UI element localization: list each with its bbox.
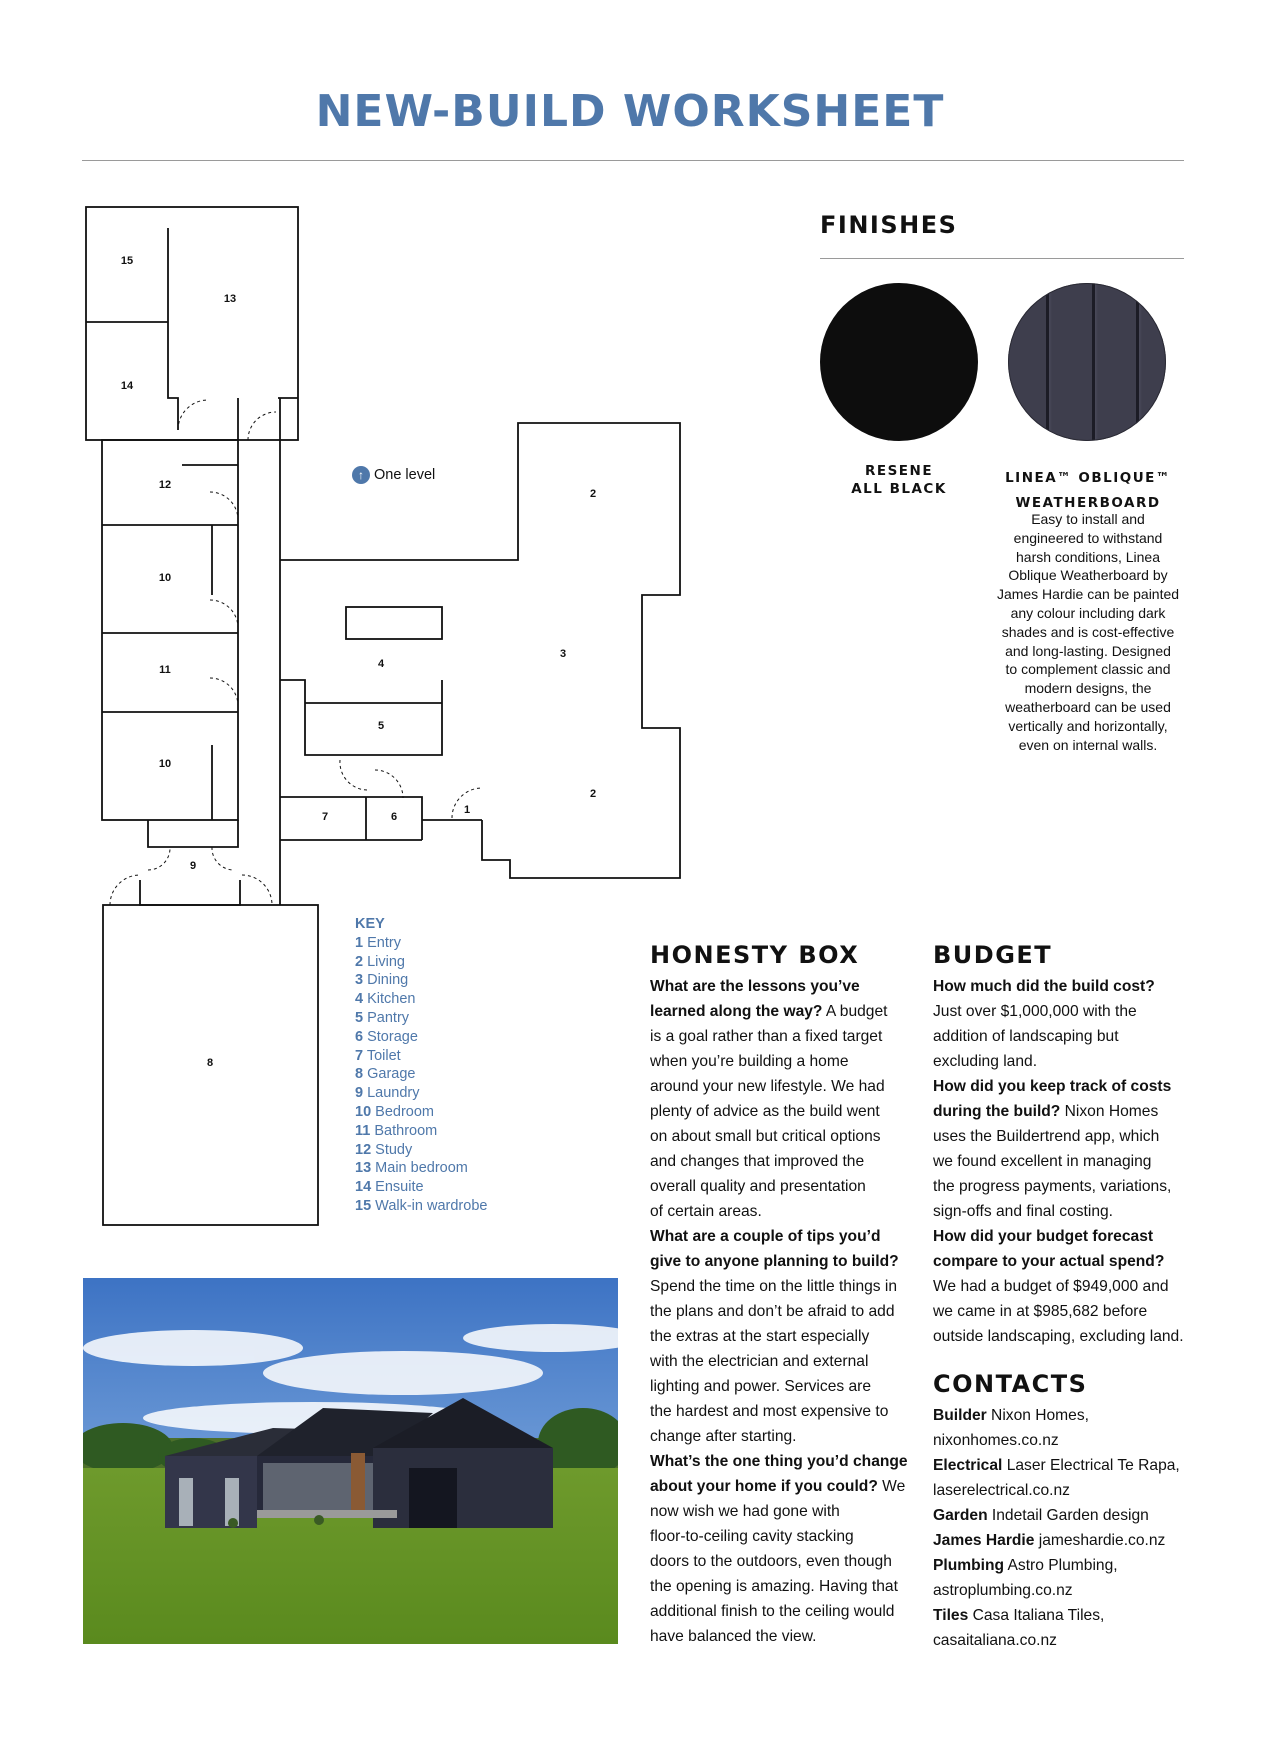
floor-plan bbox=[0, 180, 700, 1240]
text-line bbox=[933, 1224, 1193, 1249]
room-label: 6 bbox=[390, 811, 398, 823]
key-item-name: Bathroom bbox=[374, 1122, 438, 1139]
honesty-box-text bbox=[650, 974, 930, 1649]
answer-text: the extras at the start especially bbox=[650, 1328, 870, 1345]
question-text: about your home if you could? bbox=[650, 1478, 878, 1495]
key-item-number: 13 bbox=[355, 1160, 372, 1177]
answer-text: when you’re building a home bbox=[650, 1053, 849, 1070]
description-line: to complement classic and bbox=[1005, 661, 1171, 678]
answer-text: laserelectrical.co.nz bbox=[933, 1482, 1070, 1499]
text-line bbox=[933, 1528, 1193, 1553]
text-line bbox=[933, 1403, 1193, 1428]
text-line bbox=[650, 1149, 930, 1174]
answer-text: Spend the time on the little things in bbox=[650, 1278, 898, 1295]
key-item-name: Pantry bbox=[367, 1009, 410, 1026]
key-item-name: Entry bbox=[367, 934, 401, 951]
text-line bbox=[650, 1074, 930, 1099]
key-item-number: 2 bbox=[355, 953, 364, 970]
answer-text: We had a budget of $949,000 and bbox=[933, 1278, 1169, 1295]
answer-text: on about small but critical options bbox=[650, 1128, 881, 1145]
room-label: 10 bbox=[158, 758, 172, 770]
room-label: 14 bbox=[120, 380, 134, 392]
key-item bbox=[355, 934, 487, 953]
key-item-number: 8 bbox=[355, 1066, 364, 1083]
answer-text: the progress payments, variations, bbox=[933, 1178, 1172, 1195]
swatch-label-line: ALL BLACK bbox=[851, 481, 947, 497]
plan-door-swing bbox=[110, 875, 140, 905]
page-title: NEW-BUILD WORKSHEET bbox=[315, 86, 945, 137]
answer-text: Indetail Garden design bbox=[987, 1507, 1149, 1524]
text-line bbox=[650, 1474, 930, 1499]
key-item bbox=[355, 1065, 487, 1084]
key-item-name: Main bedroom bbox=[375, 1160, 468, 1177]
text-line bbox=[650, 1424, 930, 1449]
key-item-number: 7 bbox=[355, 1047, 364, 1064]
text-line bbox=[933, 1099, 1193, 1124]
text-line bbox=[650, 974, 930, 999]
key-item-name: Toilet bbox=[366, 1047, 401, 1064]
description-line: Oblique Weatherboard by bbox=[1008, 567, 1168, 584]
text-line bbox=[933, 1024, 1193, 1049]
answer-text: astroplumbing.co.nz bbox=[933, 1582, 1073, 1599]
text-line bbox=[650, 1024, 930, 1049]
room-label: 7 bbox=[321, 811, 329, 823]
question-text: How did your budget forecast bbox=[933, 1228, 1154, 1245]
answer-text: nixonhomes.co.nz bbox=[933, 1432, 1059, 1449]
text-line bbox=[933, 1603, 1193, 1628]
plan-door-swing bbox=[375, 770, 403, 798]
floor-plan-key bbox=[355, 915, 487, 1216]
swatch-label-line: WEATHERBOARD bbox=[1015, 495, 1161, 511]
answer-text: Just over $1,000,000 with the bbox=[933, 1003, 1137, 1020]
description-line: any colour including dark bbox=[1010, 604, 1166, 621]
key-item-name: Garage bbox=[367, 1066, 416, 1083]
text-line bbox=[650, 1124, 930, 1149]
plan-door-swing bbox=[340, 760, 370, 790]
answer-text: outside landscaping, excluding land. bbox=[933, 1328, 1184, 1345]
key-item-number: 12 bbox=[355, 1141, 372, 1158]
text-line bbox=[933, 1124, 1193, 1149]
question-text: give to anyone planning to build? bbox=[650, 1253, 899, 1270]
answer-text: additional finish to the ceiling would bbox=[650, 1603, 895, 1620]
text-line bbox=[933, 1049, 1193, 1074]
answer-text: lighting and power. Services are bbox=[650, 1378, 872, 1395]
swatch-label-resene bbox=[820, 462, 978, 498]
key-item bbox=[355, 1103, 487, 1122]
description-line: even on internal walls. bbox=[1018, 736, 1158, 753]
text-line bbox=[933, 1174, 1193, 1199]
key-item-name: Study bbox=[375, 1141, 413, 1158]
answer-text: Nixon Homes, bbox=[986, 1407, 1089, 1424]
finishes-heading: FINISHES bbox=[820, 211, 958, 239]
text-line bbox=[933, 1428, 1193, 1453]
text-line bbox=[650, 1524, 930, 1549]
description-line: harsh conditions, Linea bbox=[1016, 548, 1160, 565]
text-line bbox=[933, 1503, 1193, 1528]
text-line bbox=[650, 1549, 930, 1574]
key-item-number: 14 bbox=[355, 1179, 372, 1196]
answer-text: around your new lifestyle. We had bbox=[650, 1078, 885, 1095]
plan-door-swing bbox=[148, 847, 170, 870]
room-label: 15 bbox=[120, 255, 134, 267]
room-label: 12 bbox=[158, 479, 172, 491]
key-item bbox=[355, 1197, 487, 1216]
answer-text: of certain areas. bbox=[650, 1203, 762, 1220]
answer-text: change after starting. bbox=[650, 1428, 797, 1445]
key-item-number: 11 bbox=[355, 1122, 371, 1139]
text-line bbox=[650, 1324, 930, 1349]
plan-wall bbox=[140, 880, 240, 905]
text-line bbox=[933, 1249, 1193, 1274]
question-text: What’s the one thing you’d change bbox=[650, 1453, 908, 1470]
text-line bbox=[650, 1249, 930, 1274]
arrow-up-icon: ↑ bbox=[352, 466, 370, 484]
answer-text: the hardest and most expensive to bbox=[650, 1403, 889, 1420]
description-line: engineered to withstand bbox=[1013, 529, 1163, 546]
key-item bbox=[355, 1047, 487, 1066]
plan-island bbox=[346, 607, 442, 639]
key-item bbox=[355, 1009, 487, 1028]
honesty-box-heading: HONESTY BOX bbox=[650, 941, 860, 969]
plan-door-swing bbox=[242, 875, 272, 905]
text-line bbox=[650, 1449, 930, 1474]
text-line bbox=[933, 1628, 1193, 1653]
question-text: Plumbing bbox=[933, 1557, 1005, 1574]
plan-door-swing bbox=[212, 847, 234, 870]
swatch-label-line: RESENE bbox=[864, 463, 934, 479]
answer-text: floor-to-ceiling cavity stacking bbox=[650, 1528, 854, 1545]
linea-description bbox=[978, 510, 1198, 754]
question-text: How much did the build cost? bbox=[933, 978, 1155, 995]
description-line: James Hardie can be painted bbox=[996, 586, 1180, 603]
text-line bbox=[650, 1174, 930, 1199]
plan-door-swing bbox=[210, 678, 238, 706]
contacts-heading: CONTACTS bbox=[933, 1370, 1088, 1398]
question-text: Electrical bbox=[933, 1457, 1003, 1474]
question-text: learned along the way? bbox=[650, 1003, 823, 1020]
answer-text: the plans and don’t be afraid to add bbox=[650, 1303, 895, 1320]
answer-text: excluding land. bbox=[933, 1053, 1038, 1070]
answer-text: uses the Buildertrend app, which bbox=[933, 1128, 1160, 1145]
key-item bbox=[355, 953, 487, 972]
budget-text bbox=[933, 974, 1193, 1349]
answer-text: plenty of advice as the build went bbox=[650, 1103, 880, 1120]
answer-text: and changes that improved the bbox=[650, 1153, 865, 1170]
answer-text: sign-offs and final costing. bbox=[933, 1203, 1114, 1220]
swatch-resene-all-black bbox=[820, 283, 978, 441]
key-item bbox=[355, 971, 487, 990]
swatch-linea-weatherboard bbox=[1008, 283, 1166, 441]
text-line bbox=[933, 1274, 1193, 1299]
text-line bbox=[933, 999, 1193, 1024]
plan-wall bbox=[86, 207, 298, 440]
room-label: 13 bbox=[223, 293, 237, 305]
text-line bbox=[650, 1499, 930, 1524]
question-text: Builder bbox=[933, 1407, 987, 1424]
text-line bbox=[650, 1299, 930, 1324]
key-item bbox=[355, 1084, 487, 1103]
question-text: Garden bbox=[933, 1507, 988, 1524]
text-line bbox=[650, 1099, 930, 1124]
plan-door-swing bbox=[178, 400, 208, 430]
room-label: 1 bbox=[463, 804, 471, 816]
text-line bbox=[650, 1349, 930, 1374]
description-line: shades and is cost-effective bbox=[1001, 623, 1175, 640]
key-item-number: 15 bbox=[355, 1197, 372, 1214]
key-item-name: Bedroom bbox=[375, 1103, 435, 1120]
answer-text: Casa Italiana Tiles, bbox=[968, 1607, 1105, 1624]
answer-text: we found excellent in managing bbox=[933, 1153, 1152, 1170]
answer-text: Astro Plumbing, bbox=[1004, 1557, 1118, 1574]
text-line bbox=[933, 1074, 1193, 1099]
text-line bbox=[933, 1578, 1193, 1603]
answer-text: addition of landscaping but bbox=[933, 1028, 1119, 1045]
key-item bbox=[355, 1141, 487, 1160]
plan-door-swing bbox=[248, 412, 276, 440]
question-text: compare to your actual spend? bbox=[933, 1253, 1165, 1270]
room-label: 3 bbox=[559, 648, 567, 660]
one-level-label: One level bbox=[374, 466, 436, 483]
text-line bbox=[650, 1599, 930, 1624]
room-label: 2 bbox=[589, 488, 597, 500]
key-item bbox=[355, 1178, 487, 1197]
answer-text: overall quality and presentation bbox=[650, 1178, 866, 1195]
plan-wall bbox=[168, 228, 178, 430]
text-line bbox=[933, 1553, 1193, 1578]
answer-text: A budget bbox=[822, 1003, 888, 1020]
key-heading: KEY bbox=[355, 916, 385, 932]
text-line bbox=[650, 999, 930, 1024]
key-item-name: Storage bbox=[367, 1028, 418, 1045]
answer-text: jameshardie.co.nz bbox=[1034, 1532, 1166, 1549]
key-item-name: Walk-in wardrobe bbox=[375, 1197, 488, 1214]
room-label: 4 bbox=[377, 658, 385, 670]
title-divider bbox=[82, 160, 1184, 161]
key-item bbox=[355, 1159, 487, 1178]
key-item-name: Laundry bbox=[367, 1085, 420, 1102]
text-line bbox=[933, 974, 1193, 999]
answer-text: We bbox=[877, 1478, 906, 1495]
text-line bbox=[650, 1399, 930, 1424]
key-item bbox=[355, 1028, 487, 1047]
key-item-number: 4 bbox=[355, 991, 364, 1008]
text-line bbox=[650, 1199, 930, 1224]
key-item-name: Dining bbox=[367, 972, 409, 989]
text-line bbox=[933, 1453, 1193, 1478]
plan-wall bbox=[280, 423, 680, 878]
text-line bbox=[650, 1224, 930, 1249]
description-line: weatherboard can be used bbox=[1005, 698, 1171, 715]
plan-wall bbox=[148, 820, 238, 847]
description-line: and long-lasting. Designed bbox=[1005, 642, 1171, 659]
key-item-number: 3 bbox=[355, 972, 364, 989]
plan-door-swing bbox=[210, 492, 238, 520]
question-text: Tiles bbox=[933, 1607, 969, 1624]
plan-wall bbox=[280, 797, 422, 840]
swatch-label-line: LINEA™ OBLIQUE™ bbox=[1005, 470, 1171, 486]
room-label: 11 bbox=[159, 664, 171, 676]
room-label: 10 bbox=[158, 572, 172, 584]
description-line: Easy to install and bbox=[1031, 511, 1145, 527]
description-line: modern designs, the bbox=[1024, 680, 1152, 697]
answer-text: with the electrician and external bbox=[650, 1353, 869, 1370]
key-item-number: 9 bbox=[355, 1085, 364, 1102]
text-line bbox=[650, 1624, 930, 1649]
text-line bbox=[650, 1049, 930, 1074]
answer-text: now wish we had gone with bbox=[650, 1503, 840, 1520]
question-text: What are a couple of tips you’d bbox=[650, 1228, 881, 1245]
question-text: during the build? bbox=[933, 1103, 1061, 1120]
key-item-number: 6 bbox=[355, 1028, 364, 1045]
finishes-divider bbox=[820, 258, 1184, 259]
text-line bbox=[933, 1478, 1193, 1503]
text-line bbox=[650, 1374, 930, 1399]
question-text: James Hardie bbox=[933, 1532, 1035, 1549]
swatch-label-linea bbox=[988, 466, 1188, 516]
house-photo bbox=[83, 1278, 618, 1644]
key-item bbox=[355, 990, 487, 1009]
contacts-text bbox=[933, 1403, 1193, 1653]
room-label: 8 bbox=[206, 1057, 214, 1069]
key-item-name: Ensuite bbox=[375, 1179, 424, 1196]
answer-text: Laser Electrical Te Rapa, bbox=[1002, 1457, 1180, 1474]
key-item-number: 1 bbox=[355, 934, 364, 951]
question-text: How did you keep track of costs bbox=[933, 1078, 1172, 1095]
question-text: What are the lessons you’ve bbox=[650, 978, 860, 995]
answer-text: we came in at $985,682 before bbox=[933, 1303, 1148, 1320]
key-item-name: Kitchen bbox=[367, 991, 416, 1008]
one-level-indicator bbox=[352, 466, 435, 484]
description-line: vertically and horizontally, bbox=[1008, 717, 1168, 734]
text-line bbox=[650, 1274, 930, 1299]
answer-text: Nixon Homes bbox=[1060, 1103, 1159, 1120]
text-line bbox=[933, 1149, 1193, 1174]
text-line bbox=[650, 1574, 930, 1599]
room-label: 9 bbox=[189, 860, 197, 872]
text-line bbox=[933, 1324, 1193, 1349]
budget-heading: BUDGET bbox=[933, 941, 1053, 969]
room-label: 2 bbox=[589, 788, 597, 800]
answer-text: the opening is amazing. Having that bbox=[650, 1578, 898, 1595]
answer-text: have balanced the view. bbox=[650, 1628, 817, 1645]
plan-wall bbox=[280, 680, 442, 755]
answer-text: casaitaliana.co.nz bbox=[933, 1632, 1057, 1649]
plan-door-swing bbox=[210, 600, 238, 628]
answer-text: doors to the outdoors, even though bbox=[650, 1553, 892, 1570]
answer-text: is a goal rather than a fixed target bbox=[650, 1028, 883, 1045]
text-line bbox=[933, 1199, 1193, 1224]
key-item-name: Living bbox=[367, 953, 405, 970]
key-item bbox=[355, 1122, 487, 1141]
text-line bbox=[933, 1299, 1193, 1324]
key-item-number: 5 bbox=[355, 1009, 364, 1026]
key-item-number: 10 bbox=[355, 1103, 372, 1120]
room-label: 5 bbox=[377, 720, 385, 732]
